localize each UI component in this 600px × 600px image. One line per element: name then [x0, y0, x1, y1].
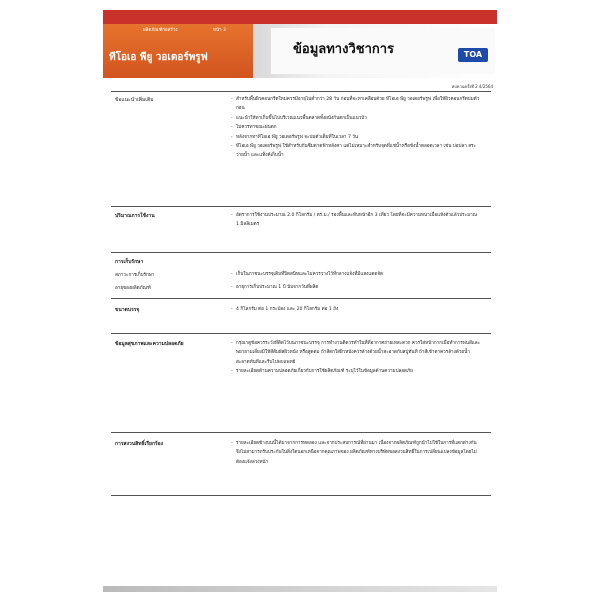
list-item: - กรุณาดูข้อควรระวังที่ติดไว้บนภาชนะบรรจุ การทำงานติดวรทำในที่ที่อากาศถ่ายเทสะดวก ควรใส่หน้ากากเมื่อทำการพ่นสีและพยายามเลี่ยงมิให้สีสัมผัสผิวหนัง หรือสูดดม ถ้าสีตกใส่ผิวหนังควรล้างด้วยน้ำสะอาดกับสบู่ทันที ถ้าสีเข้าตาควรล้างด้วยน้ำสะอาดทันทีและรีบไปพบแพทย์	[231, 339, 481, 367]
toa-logo: TOA	[458, 48, 488, 62]
list-item: - หลังจากทาทีโอเอ พียู วอเตอร์พรูฟ จะบ่มตัวเต็มที่ในเวลา 7 วัน	[231, 133, 481, 142]
product-name: ทีโอเอ พียู วอเตอร์พรูฟ	[109, 52, 208, 63]
shelf-life-body	[231, 283, 481, 292]
list-item: - ไม่ควรทาขณะฝนตก	[231, 123, 481, 132]
section-label: ปริมาณการใช้งาน	[115, 213, 155, 219]
divider	[111, 298, 491, 299]
storage-conditions-body	[231, 270, 481, 279]
divider	[111, 333, 491, 334]
storage-conditions-label: สภาวะการเก็บรักษา	[115, 273, 155, 278]
list-item: - รายละเอียดข้างบนนี้ได้มาจากการทดลอง และจากประสบการณ์ที่ผ่านมา เนื่องจากผลิตภัณฑ์ถูกนำไปใช้ในการที่แตกต่างกัน จึงไม่สามารถรับประกันในสิ่งใดนอกเหนือจากคุณภาพของ ผลิตภัณฑ์ทางบริษัทขอสงวนสิทธิ์ในการเปลี่ยนแปลงข้อมูลโดยไม่ต้องแจ้งล่วงหน้า	[231, 439, 481, 467]
section-body	[231, 211, 481, 230]
shelf-life-text: - อายุการเก็บประมาณ 1 ปี นับจากวันที่ผลิต	[231, 283, 481, 292]
footer-band	[103, 586, 497, 592]
header-title-panel	[253, 24, 497, 78]
divider	[111, 495, 491, 496]
revision-note: ทบทวนครั้งที่ 2 4/2564	[451, 84, 493, 89]
page-header	[103, 24, 497, 78]
coverage-text: - อัตราการใช้งานประมาณ 2.0 กิโลกรัม / ตร.ม./ รองพื้นและทับหน้าอีก 3 เที่ยว โดยที่จะมีความหนาเมื่อแห้งตัวแล้วประมาณ 1 มิลลิเมตร	[231, 211, 481, 230]
list-item: - แนะนำให้ทาเก็บขึ้นไปบริเวณแนวพื้นตลาดทั้งผนังกันตกเป็นแนวบัว	[231, 114, 481, 123]
shelf-life-label: อายุของผลิตภัณฑ์	[115, 286, 151, 291]
page-number: หน้า 3	[213, 28, 226, 33]
section-label: ข้อมูลสุขภาพและความปลอดภัย	[115, 341, 184, 347]
section-label: การเก็บรักษา	[115, 259, 144, 265]
storage-conditions-text: - เก็บในภาชนะบรรจุเดิมที่ปิดสนิทและไม่ควรวางไว้ที่กลางแจ้งที่มีแสงแดดจัด	[231, 270, 481, 279]
packaging-text: - 4 กิโลกรัม ต่อ 1 กระป๋อง และ 20 กิโลกรัม ต่อ 1 ถัง	[231, 305, 481, 314]
datasheet-page	[103, 10, 497, 592]
section-label: ข้อแนะนำเพิ่มเติม	[115, 97, 154, 103]
divider	[111, 206, 491, 207]
page-title: ข้อมูลทางวิชาการ	[293, 42, 395, 57]
list-item: - รายละเอียดด้านความปลอดภัยเกี่ยวกับการใช้ผลิตภัณฑ์ ระบุไว้ในข้อมูลด้านความปลอดภัย	[231, 367, 481, 376]
list-item: - สำหรับพื้นผิวคอนกรีตใหม่ควรมีอายุไม่ต่ำกว่า 28 วัน ก่อนที่จะทาเคลือบด้วย ทีโอเอ พียู วอเตอร์พรูฟ เพื่อให้ผิวคอนกรีตบ่มตัวก่อน	[231, 95, 481, 114]
section-body	[231, 439, 481, 467]
list-item: - ทีโอเอ พียู วอเตอร์พรูฟ ใช้สำหรับกันซึมดาดฟ้าหลังคา แต่ไม่เหมาะสำหรับจุดที่แช่น้ำหรือขังน้ำตลอดเวลา เช่น บ่อปลา สระว่ายน้ำ และแท็งค์เก็บน้ำ	[231, 142, 481, 161]
section-body	[231, 95, 481, 161]
top-color-bar	[103, 10, 497, 24]
document-type: ผลิตภัณฑ์ก่อสร้าง	[143, 28, 178, 33]
divider	[111, 432, 491, 433]
divider	[111, 252, 491, 253]
section-body	[231, 339, 481, 377]
header-product-panel	[103, 24, 253, 78]
section-label: การสงวนสิทธิ์เรียกร้อง	[115, 441, 164, 447]
divider	[111, 91, 491, 92]
section-body	[231, 305, 481, 314]
section-label: ขนาดบรรจุ	[115, 307, 140, 313]
